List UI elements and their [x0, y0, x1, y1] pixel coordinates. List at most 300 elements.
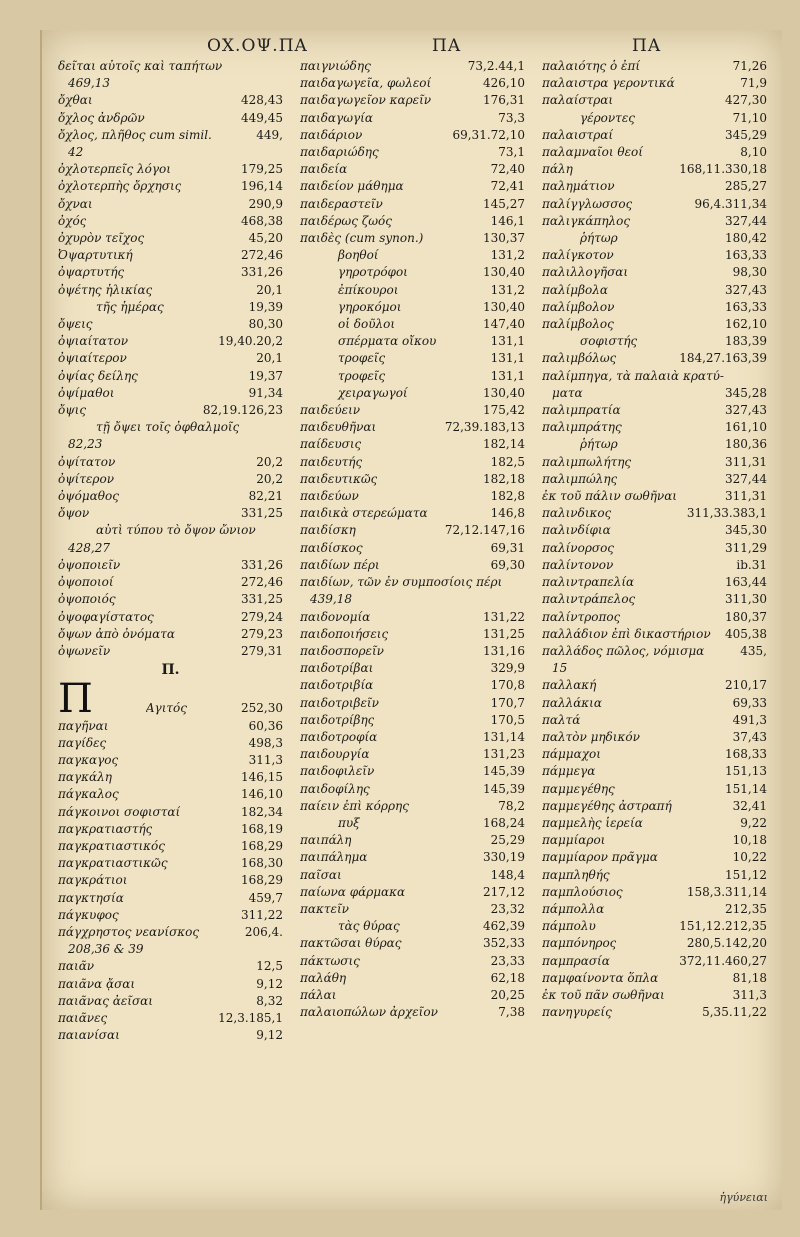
entry-reference: 163,33 [725, 299, 767, 314]
entry-reference: 331,26 [241, 265, 283, 280]
index-entry [300, 161, 525, 178]
index-entry [300, 953, 525, 970]
index-entry [58, 488, 283, 505]
entry-term: ὀψίας δείλης [58, 368, 138, 383]
entry-reference: 217,12 [483, 884, 525, 899]
index-column-3 [536, 58, 773, 1021]
entry-term: γέροντες [580, 110, 635, 125]
entry-reference: 146,1 [490, 213, 525, 228]
entry-reference: 168,33 [725, 747, 767, 762]
entry-term: παλτά [542, 712, 581, 727]
entry-reference: 72,41 [490, 179, 525, 194]
entry-term: παιδὲς (cum synon.) [300, 231, 424, 246]
index-entry [58, 838, 283, 855]
index-entry [58, 872, 283, 889]
entry-reference: 72,12.147,16 [444, 523, 525, 538]
entry-reference: 12,5 [256, 959, 283, 974]
entry-term: παγκτησία [58, 890, 124, 905]
index-entry [542, 626, 767, 643]
entry-reference: 331,25 [241, 592, 283, 607]
entry-term: παιανίσαι [58, 1028, 120, 1043]
entry-term: παλιντραπελία [542, 575, 635, 590]
entry-term: πάμπολυ [542, 919, 596, 934]
index-entry [58, 299, 283, 316]
entry-reference: 131,23 [483, 747, 525, 762]
index-entry [58, 522, 283, 539]
entry-term: παλίντροπος [542, 609, 621, 624]
entry-reference: 96,4.311,34 [694, 196, 767, 211]
index-entry [300, 282, 525, 299]
index-entry [58, 144, 283, 161]
entry-reference: 311,3 [732, 987, 767, 1002]
index-entry [58, 941, 283, 958]
index-entry [58, 735, 283, 752]
entry-reference: 161,10 [725, 420, 767, 435]
index-entry [58, 769, 283, 786]
index-entry [300, 643, 525, 660]
entry-term: παλτὸν μηδικόν [542, 729, 640, 744]
entry-term: ὀψοποιοί [58, 575, 114, 590]
entry-term: παμμεγέθης [542, 781, 615, 796]
entry-term: ὄχλος ἀνδρῶν [58, 110, 145, 125]
index-column-2 [294, 58, 531, 1021]
entry-reference: 73,2.44,1 [467, 59, 525, 73]
entry-term: ἐκ τοῦ πᾶν σωθῆναι [542, 987, 665, 1002]
index-entry [300, 144, 525, 161]
entry-term: παγκαγος [58, 752, 119, 767]
entry-term: παλίμβολα [542, 282, 608, 297]
index-entry [58, 110, 283, 127]
entry-term: παλίντονον [542, 557, 614, 572]
entry-term: τὰς θύρας [338, 919, 400, 934]
index-entry [542, 230, 767, 247]
entry-term: πάλη [542, 162, 573, 177]
entry-term: παλαμναῖοι θεοί [542, 145, 643, 160]
entry-reference: 352,33 [483, 936, 525, 951]
entry-reference: 449,45 [241, 110, 283, 125]
index-entry [58, 591, 283, 608]
index-entry [300, 350, 525, 367]
entry-reference: 69,31 [490, 540, 525, 555]
entry-term: πάμμαχοι [542, 747, 601, 762]
entry-reference: 168,11.330,18 [679, 162, 767, 177]
index-entry [542, 832, 767, 849]
entry-term: σπέρματα οἴκου [338, 334, 437, 349]
entry-term: παιᾶνας ἀεῖσαι [58, 993, 153, 1008]
entry-term: παμπρασία [542, 953, 610, 968]
entry-reference: 12,3.185,1 [218, 1010, 283, 1025]
entry-term: παγίδες [58, 735, 107, 750]
index-entry [58, 557, 283, 574]
entry-term: βοηθοί [338, 248, 379, 263]
index-entry [300, 660, 525, 677]
index-entry [542, 75, 767, 92]
index-entry [300, 815, 525, 832]
index-entry [542, 540, 767, 557]
entry-reference: 331,26 [241, 557, 283, 572]
entry-reference: 179,25 [241, 162, 283, 177]
entry-term: πυξ [338, 815, 360, 830]
index-entry [58, 264, 283, 281]
entry-term: ὄψις [58, 403, 87, 418]
entry-reference: 131,14 [483, 729, 525, 744]
entry-reference: 327,44 [725, 471, 767, 486]
entry-reference: 168,30 [241, 856, 283, 871]
entry-reference: 210,17 [725, 678, 767, 693]
entry-reference: 182,8 [490, 489, 525, 504]
entry-reference: 5,35.11,22 [702, 1005, 767, 1020]
entry-term: παγκράτιοι [58, 873, 128, 888]
entry-reference: 290,9 [248, 196, 283, 211]
index-entry [542, 574, 767, 591]
entry-term: 82,23 [68, 437, 103, 452]
index-entry [542, 316, 767, 333]
entry-term: παγκρατιαστής [58, 821, 153, 836]
index-entry [58, 368, 283, 385]
index-entry [300, 230, 525, 247]
entry-term: παιδεία [300, 162, 348, 177]
entry-reference: 32,41 [732, 798, 767, 813]
entry-term: Αγιτός [145, 701, 188, 716]
entry-reference: 69,30 [490, 557, 525, 572]
entry-reference: 311,31 [725, 489, 767, 504]
entry-term: παιδεραστεῖν [300, 196, 383, 211]
entry-reference: ib.31 [736, 557, 767, 572]
entry-reference: 82,21 [248, 489, 283, 504]
index-entry [300, 454, 525, 471]
entry-reference: 170,7 [490, 695, 525, 710]
index-entry [542, 557, 767, 574]
entry-term: ὀψοποιεῖν [58, 557, 121, 572]
entry-term: παῖσαι [300, 867, 342, 882]
entry-reference: 20,25 [490, 987, 525, 1002]
entry-term: ματα [552, 385, 583, 400]
index-entry [300, 213, 525, 230]
entry-term: παιγνιώδης [300, 59, 371, 73]
entry-reference: 279,31 [241, 643, 283, 658]
entry-reference: 345,28 [725, 385, 767, 400]
entry-term: παιδαριώδης [300, 145, 379, 160]
entry-term: παμπληθής [542, 867, 610, 882]
entry-term: χειραγωγοί [338, 385, 408, 400]
entry-term: ὀψίτατον [58, 454, 116, 469]
index-entry [542, 918, 767, 935]
signature-mark: ἠγύνειαι [719, 1191, 768, 1204]
entry-reference: 19,40.20,2 [218, 334, 283, 349]
entry-term: παμμίαρον πρᾶγμα [542, 850, 658, 865]
entry-term: ὀψιαίτατον [58, 334, 129, 349]
entry-reference: 427,30 [725, 93, 767, 108]
index-entry [542, 127, 767, 144]
entry-term: παλιμπρατία [542, 403, 621, 418]
index-entry [300, 299, 525, 316]
entry-reference: 131,22 [483, 609, 525, 624]
entry-term: τῇ ὄψει τοῖς ὀφθαλμοῖς [96, 420, 240, 435]
entry-term: ὄψον [58, 506, 90, 521]
index-entry [58, 505, 283, 522]
entry-reference: 10,22 [732, 850, 767, 865]
index-entry [542, 660, 767, 677]
entry-reference: 151,12 [725, 867, 767, 882]
index-entry [300, 333, 525, 350]
index-entry [542, 746, 767, 763]
entry-reference: 131,1 [490, 368, 525, 383]
entry-reference: 435, [740, 643, 767, 658]
entry-reference: 327,43 [725, 282, 767, 297]
index-entry [542, 264, 767, 281]
entry-term: παλίμβολος [542, 317, 614, 332]
index-entry [300, 505, 525, 522]
entry-reference: 37,43 [732, 729, 767, 744]
entry-term: ὀψίτερον [58, 471, 114, 486]
entry-reference: 131,2 [490, 248, 525, 263]
index-entry [300, 110, 525, 127]
index-entry [300, 832, 525, 849]
entry-reference: 180,36 [725, 437, 767, 452]
entry-term: τροφεῖς [338, 368, 386, 383]
index-entry [542, 695, 767, 712]
header-left: ΟΧ.ΟΨ.ΠΑ [207, 36, 308, 56]
entry-term: πάμπολλα [542, 901, 605, 916]
entry-term: παιδοποιήσεις [300, 626, 389, 641]
entry-reference: 151,13 [725, 764, 767, 779]
entry-reference: 91,34 [248, 385, 283, 400]
entry-reference: 163,44 [725, 575, 767, 590]
index-entry [542, 368, 767, 385]
index-entry [300, 695, 525, 712]
entry-reference: 330,19 [483, 850, 525, 865]
index-entry [300, 574, 525, 591]
entry-term: πάμμεγα [542, 764, 596, 779]
entry-term: παιδευτής [300, 454, 363, 469]
entry-term: παλαιότης ὁ ἐπί [542, 59, 641, 73]
index-entry [542, 247, 767, 264]
index-entry [58, 574, 283, 591]
entry-reference: 311,29 [725, 540, 767, 555]
entry-reference: 491,3 [732, 712, 767, 727]
index-entry [300, 918, 525, 935]
index-entry [542, 402, 767, 419]
index-entry [300, 626, 525, 643]
index-entry [58, 161, 283, 178]
entry-term: 439,18 [310, 592, 352, 607]
entry-reference: 9,12 [256, 1028, 283, 1043]
entry-term: ῥήτωρ [580, 231, 618, 246]
index-entry [58, 993, 283, 1010]
entry-term: ὀψέτης ἡλικίας [58, 282, 153, 297]
section-letter: Π. [161, 662, 180, 679]
entry-term: παλαιοπώλων ἀρχεῖον [300, 1005, 438, 1020]
entry-reference: 131,1 [490, 351, 525, 366]
entry-term: 428,27 [68, 540, 110, 555]
entry-reference: 151,14 [725, 781, 767, 796]
entry-term: ἐπίκουροι [338, 282, 399, 297]
index-entry [58, 752, 283, 769]
entry-reference: 69,31.72,10 [452, 127, 525, 142]
entry-term: ὄχλος, πλῆθος cum simil. [58, 127, 212, 142]
index-entry [58, 540, 283, 557]
entry-term: ὄχναι [58, 196, 93, 211]
entry-reference: 182,34 [241, 804, 283, 819]
index-entry [300, 540, 525, 557]
entry-reference: 20,1 [256, 282, 283, 297]
entry-term: παιπάλημα [300, 850, 368, 865]
index-entry [58, 1027, 283, 1044]
index-entry [300, 92, 525, 109]
entry-reference: 8,10 [740, 145, 767, 160]
entry-term: παλλακή [542, 678, 597, 693]
dropcap-letter: Π [58, 681, 93, 718]
entry-reference: 405,38 [725, 626, 767, 641]
index-entry [542, 901, 767, 918]
entry-term: ὀψοποιός [58, 592, 116, 607]
index-entry [542, 196, 767, 213]
entry-reference: 449, [256, 127, 283, 142]
entry-term: παιδοφίλης [300, 781, 370, 796]
entry-term: παλιμβόλως [542, 351, 617, 366]
index-entry [300, 712, 525, 729]
entry-reference: 329,9 [490, 661, 525, 676]
entry-reference: 98,30 [732, 265, 767, 280]
index-entry [58, 976, 283, 993]
index-entry [300, 763, 525, 780]
entry-term: παιδοσπορεῖν [300, 643, 384, 658]
entry-reference: 62,18 [490, 970, 525, 985]
entry-term: παιδοτροφία [300, 729, 378, 744]
entry-term: ὀψίμαθοι [58, 385, 115, 400]
entry-term: παλάθη [300, 970, 347, 985]
entry-term: γηροτρόφοι [338, 265, 408, 280]
index-entry [300, 196, 525, 213]
entry-term: παιδαγωγεῖα, φωλεοί [300, 76, 432, 91]
entry-term: παλλάδιον ἐπὶ δικαστήριον [542, 626, 711, 641]
entry-reference: 82,19.126,23 [202, 403, 283, 418]
index-entry [58, 178, 283, 195]
entry-term: ὀχλοτερπεῖς λόγοι [58, 162, 171, 177]
entry-term: 42 [68, 145, 84, 160]
entry-reference: 428,43 [241, 93, 283, 108]
index-entry [58, 282, 283, 299]
index-entry [300, 471, 525, 488]
entry-reference: 78,2 [498, 798, 525, 813]
index-entry [300, 591, 525, 608]
entry-term: παιδοτριβεῖν [300, 695, 379, 710]
entry-reference: 130,40 [483, 385, 525, 400]
index-entry [300, 849, 525, 866]
index-entry [300, 436, 525, 453]
entry-term: παιδέρως ζωός [300, 213, 392, 228]
index-entry [542, 350, 767, 367]
index-entry [300, 867, 525, 884]
entry-term: παιδαγωγεῖον καρεῖν [300, 93, 432, 108]
index-entry [300, 368, 525, 385]
index-entry [58, 196, 283, 213]
entry-term: παιδαγωγία [300, 110, 373, 125]
index-entry [300, 178, 525, 195]
index-entry [58, 924, 283, 941]
index-entry [300, 729, 525, 746]
entry-term: πάκτωσις [300, 953, 360, 968]
entry-reference: 19,37 [248, 368, 283, 383]
entry-term: παιδίσκος [300, 540, 363, 555]
index-entry [58, 213, 283, 230]
entry-term: ὀχλοτερπὴς ὄρχησις [58, 179, 182, 194]
entry-term: παιπάλη [300, 833, 352, 848]
index-entry [58, 821, 283, 838]
entry-reference: 20,2 [256, 454, 283, 469]
entry-reference: 131,1 [490, 334, 525, 349]
index-entry [300, 746, 525, 763]
entry-term: πακτεῖν [300, 901, 349, 916]
index-entry [58, 786, 283, 803]
index-entry [300, 781, 525, 798]
entry-reference: 426,10 [483, 76, 525, 91]
index-entry [300, 884, 525, 901]
entry-reference: 252,30 [241, 701, 283, 716]
entry-reference: 20,2 [256, 471, 283, 486]
index-entry [58, 804, 283, 821]
index-entry [58, 385, 283, 402]
entry-term: αὐτὶ τύπου τὸ ὄψον ὤνιον [96, 523, 256, 538]
index-entry [542, 299, 767, 316]
entry-reference: 162,10 [725, 317, 767, 332]
entry-reference: 196,14 [241, 179, 283, 194]
index-entry [542, 110, 767, 127]
index-entry [542, 781, 767, 798]
entry-term: παλινδικος [542, 506, 612, 521]
entry-reference: 182,14 [483, 437, 525, 452]
entry-term: παλιλλογῆσαι [542, 265, 629, 280]
entry-reference: 148,4 [490, 867, 525, 882]
entry-term: παλλάδος πῶλος, νόμισμα [542, 643, 705, 658]
index-entry [58, 890, 283, 907]
index-entry [58, 609, 283, 626]
entry-reference: 145,39 [483, 781, 525, 796]
entry-reference: 81,18 [732, 970, 767, 985]
entry-term: παμμεγέθης ἀστραπή [542, 798, 672, 813]
entry-term: ὄχθαι [58, 93, 93, 108]
entry-reference: 73,1 [498, 145, 525, 160]
entry-term: παγκρατιαστικῶς [58, 856, 168, 871]
entry-term: ὀχυρὸν τεῖχος [58, 231, 145, 246]
entry-term: παλίμπηγα, τὰ παλαιὰ κρατύ- [542, 368, 724, 383]
entry-term: παίειν ἐπὶ κόρρης [300, 798, 409, 813]
entry-term: παλιμπράτης [542, 420, 622, 435]
entry-term: τροφεῖς [338, 351, 386, 366]
entry-term: παλίγγλωσσος [542, 196, 633, 211]
entry-reference: 130,40 [483, 299, 525, 314]
entry-term: παιᾶνες [58, 1010, 108, 1025]
entry-reference: 168,29 [241, 873, 283, 888]
entry-reference: 23,32 [490, 901, 525, 916]
entry-term: παμπλούσιος [542, 884, 623, 899]
entry-term: παμμελὴς ἱερεία [542, 815, 643, 830]
entry-reference: 170,8 [490, 678, 525, 693]
index-column-1 [52, 58, 289, 1044]
entry-reference: 72,39.183,13 [444, 420, 525, 435]
entry-term: ῥήτωρ [580, 437, 618, 452]
entry-reference: 206,4. [244, 924, 283, 939]
entry-reference: 176,31 [483, 93, 525, 108]
index-entry [58, 316, 283, 333]
entry-reference: 327,43 [725, 403, 767, 418]
entry-term: παιδουργία [300, 747, 370, 762]
entry-reference: 462,39 [483, 919, 525, 934]
entry-reference: 272,46 [241, 575, 283, 590]
entry-term: πάγχρηστος νεανίσκος [58, 924, 200, 939]
index-entry [542, 92, 767, 109]
entry-term: παλίγκοτον [542, 248, 614, 263]
